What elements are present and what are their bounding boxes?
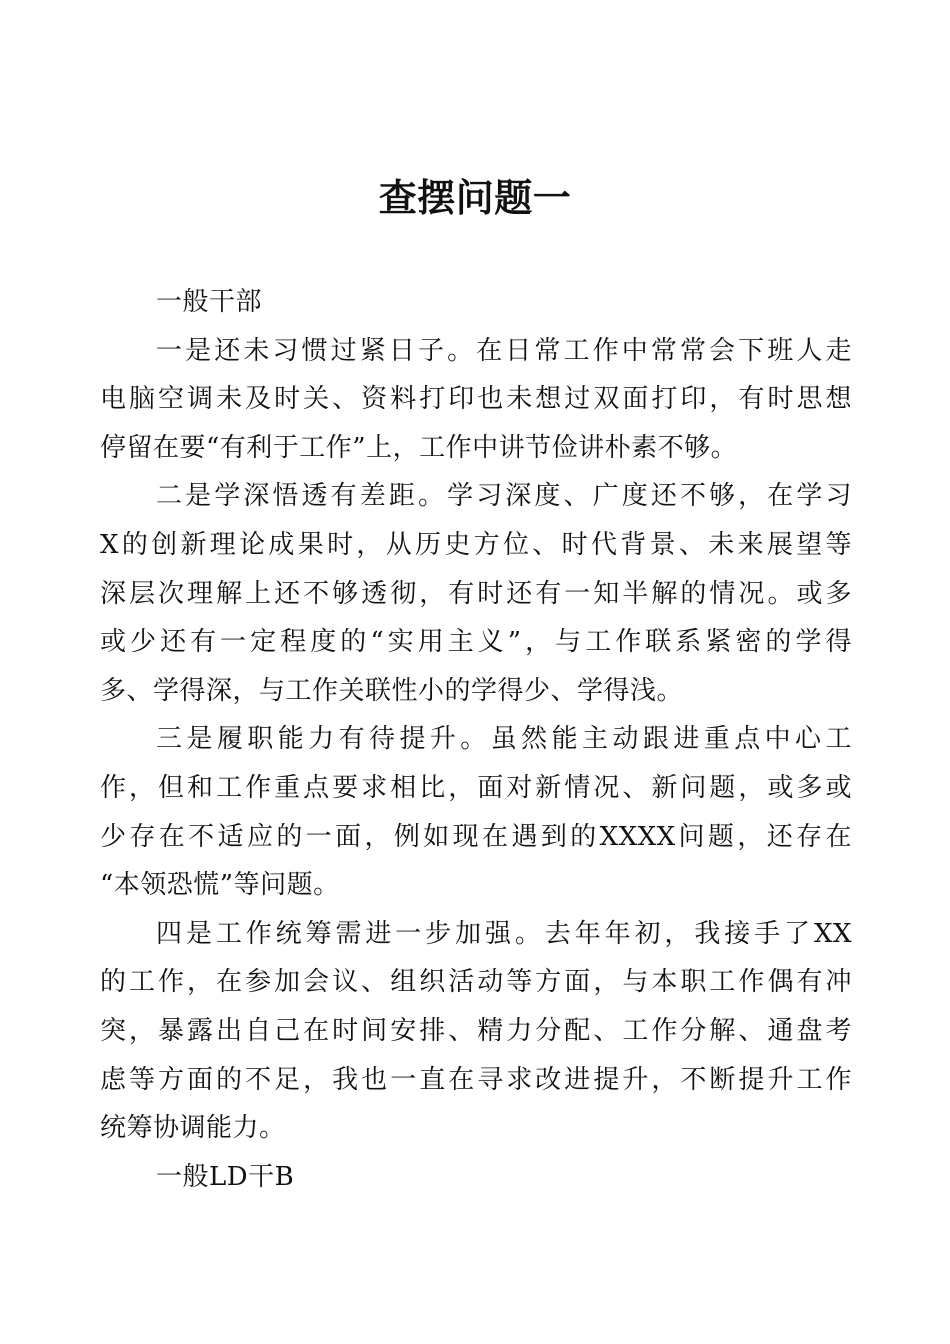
paragraph-4-line-4: 虑等方面的不足，我也一直在寻求改进提升，不断提升工作: [100, 1064, 852, 1095]
paragraph-3-line-1: 三是履职能力有待提升。虽然能主动跟进重点中心工: [156, 724, 852, 755]
paragraph-2-line-1: 二是学深悟透有差距。学习深度、广度还不够，在学习: [156, 481, 852, 512]
paragraph-3-line-2: 作，但和工作重点要求相比，面对新情况、新问题，或多或: [100, 772, 852, 803]
document-body: [100, 278, 852, 1201]
paragraph-4-line-5: 统筹协调能力。: [100, 1113, 286, 1144]
paragraph-4-line-1: 四是工作统筹需进一步加强。去年年初，我接手了XX: [156, 918, 852, 949]
paragraph-2-line-2: X的创新理论成果时，从历史方位、时代背景、未来展望等: [100, 529, 852, 560]
paragraph-2-line-4: 或少还有一定程度的“实用主义”，与工作联系紧密的学得: [100, 627, 852, 658]
paragraph-3-line-4: “本领恐慌”等问题。: [100, 870, 340, 901]
paragraph-4-line-2: 的工作，在参加会议、组织活动等方面，与本职工作偶有冲: [100, 967, 852, 998]
section-heading-general-cadre: 一般干部: [156, 287, 263, 317]
paragraph-2-line-3: 深层次理解上还不够透彻，有时还有一知半解的情况。或多: [100, 578, 852, 609]
paragraph-4-line-3: 突，暴露出自己在时间安排、精力分配、工作分解、通盘考: [100, 1015, 852, 1046]
paragraph-3-line-3: 少存在不适应的一面，例如现在遇到的XXXX问题，还存在: [100, 821, 852, 852]
paragraph-1-line-1: 一是还未习惯过紧日子。在日常工作中常常会下班人走: [156, 335, 852, 366]
paragraph-1-line-2: 电脑空调未及时关、资料打印也未想过双面打印，有时思想: [100, 384, 852, 415]
paragraph-1-line-3: 停留在要“有利于工作”上，工作中讲节俭讲朴素不够。: [100, 432, 738, 463]
document-title: 查摆问题一: [378, 175, 572, 220]
section-heading-general-leader: 一般LD干B: [156, 1161, 295, 1192]
paragraph-2-line-5: 多、学得深，与工作关联性小的学得少、学得浅。: [100, 675, 684, 706]
